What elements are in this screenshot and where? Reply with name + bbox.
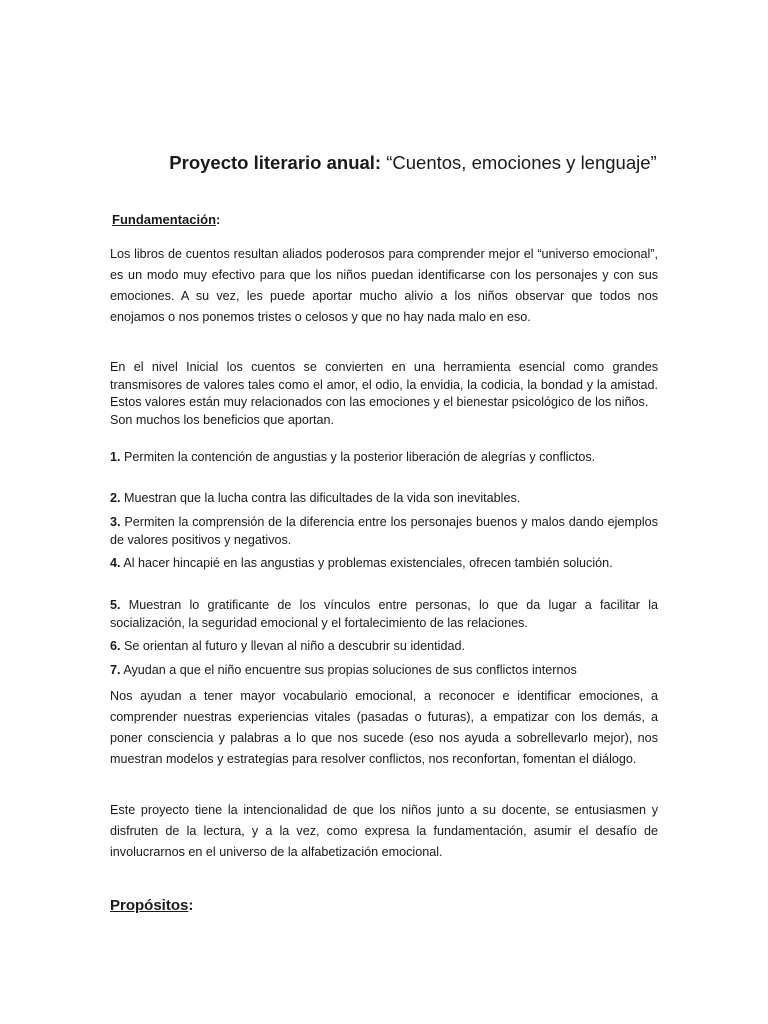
list-item-text: Muestran que la lucha contra las dificultades de la vida son inevitables. [120,491,521,505]
heading-colon: : [216,212,221,227]
list-item-number: 4. [110,556,121,570]
paragraph-universo-emocional: Los libros de cuentos resultan aliados poderosos para comprender mejor el “universo emocional”, es un modo muy efectivo para que los niños puedan identificarse con los personajes y con sus emociones. A su vez, les puede aportar mucho alivio a los niños observar que todos nos enojamos o nos ponemos tristes o celosos y que no hay nada malo en eso. [110,247,658,324]
paragraph-nivel-inicial-text: En el nivel Inicial los cuentos se convierten en una herramienta esencial como grandes transmisores de valores tales como el amor, el odio, la envidia, la codicia, la bondad y la amistad. Estos valores están muy relacionados con las emociones y el bienestar psicológico de los niños. [110,360,658,409]
list-item-text: Permiten la comprensión de la diferencia entre los personajes buenos y malos dando ejemplos de valores positivos y negativos. [110,515,658,547]
list-item [110,597,658,632]
heading-fundamentacion [112,212,220,227]
list-item-number: 3. [110,515,121,529]
list-item [110,490,658,508]
heading-propositos [110,897,193,914]
list-item [110,514,658,549]
list-item-text: Ayudan a que el niño encuentre sus propias soluciones de sus conflictos internos [120,663,577,677]
list-item-number: 1. [110,450,121,464]
title-rest: “Cuentos, emociones y lenguaje” [381,152,657,173]
list-item-text: Permiten la contención de angustias y la posterior liberación de alegrías y conflictos. [120,450,596,464]
list-item-text: Al hacer hincapié en las angustias y problemas existenciales, ofrecen también solución. [120,556,613,570]
paragraph-nivel-inicial [110,359,658,429]
list-item-number: 2. [110,491,121,505]
paragraph-beneficios-intro: Son muchos los beneficios que aportan. [110,412,335,427]
title-bold: Proyecto literario anual: [169,152,382,173]
heading-propositos-label: Propósitos [110,897,189,914]
document-title [0,151,768,175]
list-item-number: 6. [110,639,121,653]
list-item-text: Muestran lo gratificante de los vínculos entre personas, lo que da lugar a facilitar la socialización, la seguridad emocional y el fortalecimiento de las relaciones. [110,598,658,630]
list-item [110,662,658,680]
heading-fundamentacion-label: Fundamentación [112,212,217,227]
paragraph-vocabulario-emocional: Nos ayudan a tener mayor vocabulario emocional, a reconocer e identificar emociones, a comprender nuestras experiencias vitales (pasadas o futuras), a empatizar con los demás, a poner consciencia y palabras a lo que nos sucede (eso nos ayuda a sobrellevarlo mejor), nos muestran modelos y estrategias para resolver conflictos, nos reconfortan, fomentan el diálogo. [110,689,658,766]
heading-colon: : [188,897,194,914]
list-item [110,449,658,467]
list-item-text: Se orientan al futuro y llevan al niño a descubrir su identidad. [120,639,465,653]
paragraph-intencionalidad: Este proyecto tiene la intencionalidad de que los niños junto a su docente, se entusiasmen y disfruten de la lectura, y a la vez, como expresa la fundamentación, asumir el desafío de involucrarnos en el universo de la alfabetización emocional. [110,803,658,859]
list-item-number: 5. [110,598,121,612]
list-item [110,555,658,573]
list-item-number: 7. [110,663,121,677]
list-item [110,638,658,656]
